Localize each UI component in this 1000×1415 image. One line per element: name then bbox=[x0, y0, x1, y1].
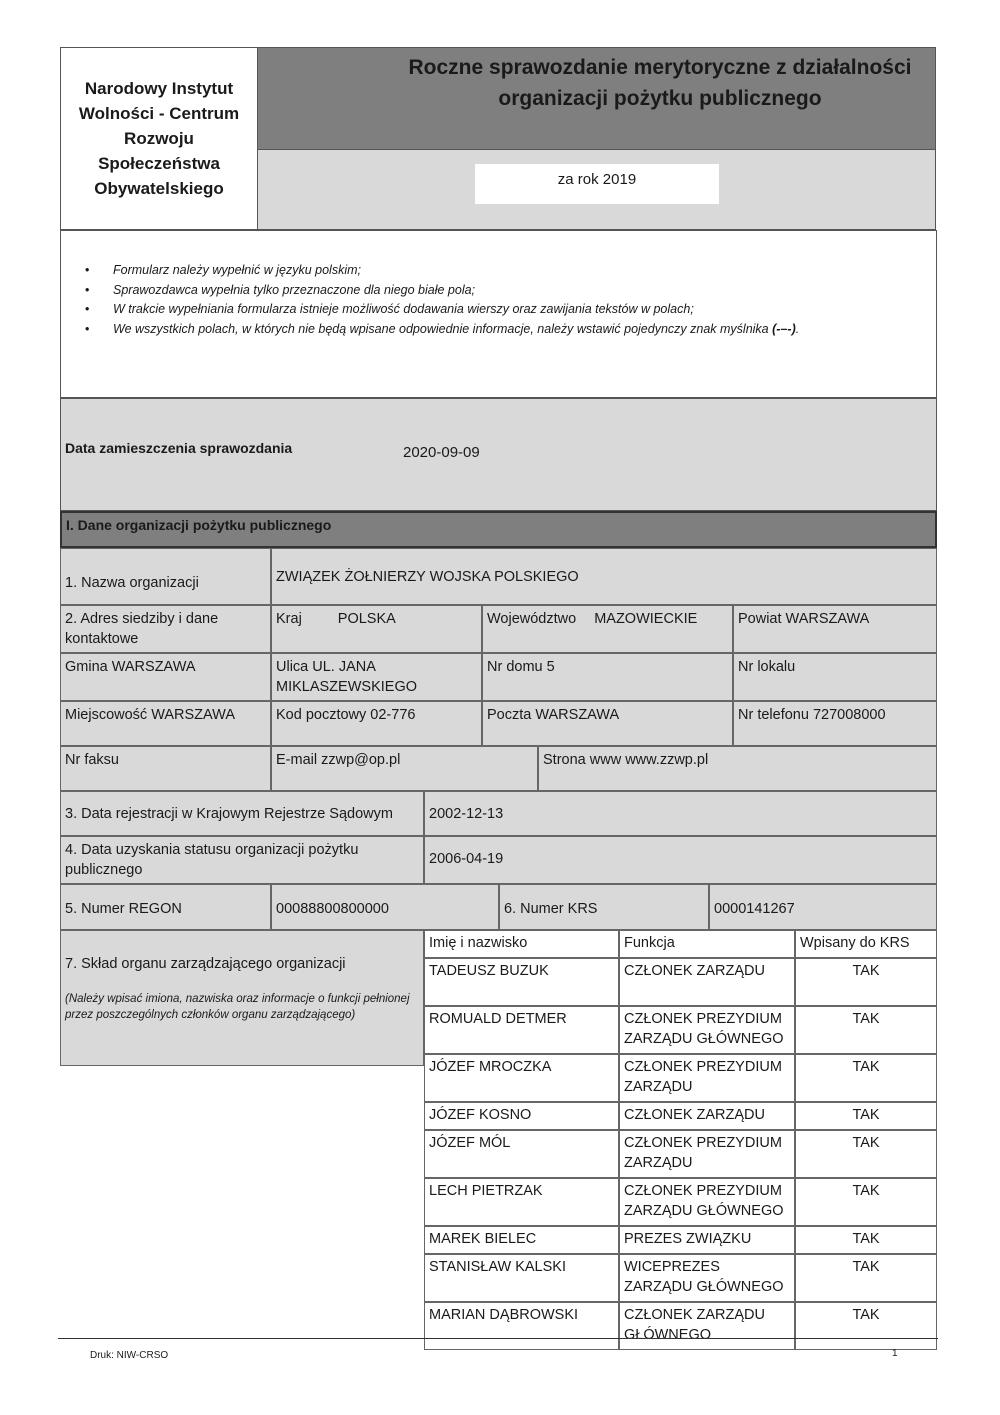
instruction-text: We wszystkich polach, w których nie będą wpisane odpowiednie informacje, należy wstawić pojedynczy znak myślnika bbox=[113, 321, 769, 336]
krs-number-label: 6. Numer KRS bbox=[499, 884, 709, 930]
board-member-function[interactable]: CZŁONEK PREZYDIUM ZARZĄDU bbox=[619, 1054, 795, 1102]
board-member-name[interactable]: MARIAN DĄBROWSKI bbox=[424, 1302, 619, 1350]
board-member-krs[interactable]: TAK bbox=[795, 1130, 937, 1178]
fax-cell[interactable]: Nr faksu bbox=[60, 746, 271, 791]
section-1-header bbox=[60, 511, 937, 548]
country-label: Kraj bbox=[276, 611, 302, 627]
institution-name: Narodowy Instytut Wolności - Centrum Rozwoju Społeczeństwa Obywatelskiego bbox=[78, 79, 240, 198]
street-cell[interactable]: Ulica UL. JANA MIKLASZEWSKIEGO bbox=[271, 653, 482, 701]
page-number: 1 bbox=[892, 1348, 898, 1359]
post-office-cell[interactable]: Poczta WARSZAWA bbox=[482, 701, 733, 746]
org-name-label-text: 1. Nazwa organizacji bbox=[65, 575, 199, 591]
publication-label: Data zamieszczenia sprawozdania bbox=[65, 440, 293, 456]
institution-box bbox=[60, 47, 258, 230]
print-label: Druk: NIW-CRSO bbox=[90, 1350, 169, 1361]
publication-date[interactable]: 2020-09-09 bbox=[403, 444, 480, 461]
instructions-box bbox=[60, 230, 937, 398]
board-member-name[interactable]: JÓZEF MROCZKA bbox=[424, 1054, 619, 1102]
report-title bbox=[380, 52, 940, 114]
krs-number-value[interactable]: 0000141267 bbox=[709, 884, 937, 930]
krs-registration-label: 3. Data rejestracji w Krajowym Rejestrze Sądowym bbox=[60, 791, 424, 836]
email-cell[interactable]: E-mail zzwp@op.pl bbox=[271, 746, 538, 791]
opp-status-date[interactable]: 2006-04-19 bbox=[424, 836, 937, 884]
board-member-krs[interactable]: TAK bbox=[795, 1102, 937, 1130]
house-number-cell[interactable]: Nr domu 5 bbox=[482, 653, 733, 701]
website-cell[interactable]: Strona www www.zzwp.pl bbox=[538, 746, 937, 791]
org-name-label bbox=[60, 548, 271, 605]
board-member-function[interactable]: WICEPREZES ZARZĄDU GŁÓWNEGO bbox=[619, 1254, 795, 1302]
phone-cell[interactable]: Nr telefonu 727008000 bbox=[733, 701, 937, 746]
org-name-value[interactable] bbox=[271, 548, 937, 605]
board-member-function[interactable]: CZŁONEK PREZYDIUM ZARZĄDU GŁÓWNEGO bbox=[619, 1006, 795, 1054]
board-member-function[interactable]: PREZES ZWIĄZKU bbox=[619, 1226, 795, 1254]
instruction-item: • W trakcie wypełniania formularza istnieje możliwość dodawania wierszy oraz zawijania tekstów w polach; bbox=[61, 300, 936, 320]
voivodeship-value: MAZOWIECKIE bbox=[594, 611, 698, 627]
board-member-function[interactable]: CZŁONEK PREZYDIUM ZARZĄDU bbox=[619, 1130, 795, 1178]
regon-value[interactable]: 00088800800000 bbox=[271, 884, 499, 930]
country-cell[interactable] bbox=[271, 605, 482, 653]
board-member-krs[interactable]: TAK bbox=[795, 1178, 937, 1226]
apartment-number-cell[interactable]: Nr lokalu bbox=[733, 653, 937, 701]
instruction-item: • Sprawozdawca wypełnia tylko przeznaczone dla niego białe pola; bbox=[61, 281, 936, 301]
board-member-function[interactable]: CZŁONEK ZARZĄDU bbox=[619, 1102, 795, 1130]
report-title-line1: Roczne sprawozdanie merytoryczne z działalności bbox=[408, 56, 912, 79]
board-member-name[interactable]: MAREK BIELEC bbox=[424, 1226, 619, 1254]
board-member-name[interactable]: ROMUALD DETMER bbox=[424, 1006, 619, 1054]
voivodeship-cell[interactable] bbox=[482, 605, 733, 653]
board-member-function[interactable]: CZŁONEK PREZYDIUM ZARZĄDU GŁÓWNEGO bbox=[619, 1178, 795, 1226]
voivodeship-label: Województwo bbox=[487, 611, 577, 627]
board-label: 7. Skład organu zarządzającego organizacji bbox=[65, 956, 346, 972]
regon-label: 5. Numer REGON bbox=[60, 884, 271, 930]
city-cell[interactable]: Miejscowość WARSZAWA bbox=[60, 701, 271, 746]
board-header-cell: Imię i nazwisko bbox=[424, 930, 619, 958]
board-member-name[interactable]: LECH PIETRZAK bbox=[424, 1178, 619, 1226]
dash-mark: (-–-) bbox=[772, 321, 796, 336]
board-note: (Należy wpisać imiona, nazwiska oraz informacje o funkcji pełnionej przez poszczególnych członków organu zarządzającego) bbox=[65, 993, 410, 1021]
board-member-name[interactable]: STANISŁAW KALSKI bbox=[424, 1254, 619, 1302]
report-title-line2: organizacji pożytku publicznego bbox=[498, 87, 822, 110]
org-name-text: ZWIĄZEK ŻOŁNIERZY WOJSKA POLSKIEGO bbox=[276, 569, 579, 585]
dash-end: . bbox=[795, 321, 800, 336]
opp-status-label: 4. Data uzyskania statusu organizacji pożytku publicznego bbox=[60, 836, 424, 884]
address-label: 2. Adres siedziby i dane kontaktowe bbox=[60, 605, 271, 653]
board-label-box bbox=[60, 930, 424, 1066]
instruction-item bbox=[61, 320, 936, 340]
section-1-title: I. Dane organizacji pożytku publicznego bbox=[66, 517, 332, 533]
instruction-item: • Formularz należy wypełnić w języku polskim; bbox=[61, 261, 936, 281]
board-member-function[interactable]: CZŁONEK ZARZĄDU bbox=[619, 958, 795, 1006]
board-member-name[interactable]: JÓZEF KOSNO bbox=[424, 1102, 619, 1130]
county-cell[interactable]: Powiat WARSZAWA bbox=[733, 605, 937, 653]
board-member-krs[interactable]: TAK bbox=[795, 1226, 937, 1254]
board-member-krs[interactable]: TAK bbox=[795, 1054, 937, 1102]
board-header-cell: Wpisany do KRS bbox=[795, 930, 937, 958]
commune-cell[interactable]: Gmina WARSZAWA bbox=[60, 653, 271, 701]
board-member-function[interactable]: CZŁONEK ZARZĄDU GŁÓWNEGO bbox=[619, 1302, 795, 1350]
board-header-cell: Funkcja bbox=[619, 930, 795, 958]
country-value: POLSKA bbox=[337, 611, 396, 627]
postal-code-cell[interactable]: Kod pocztowy 02-776 bbox=[271, 701, 482, 746]
board-member-krs[interactable]: TAK bbox=[795, 1302, 937, 1350]
board-member-krs[interactable]: TAK bbox=[795, 1254, 937, 1302]
board-member-name[interactable]: JÓZEF MÓL bbox=[424, 1130, 619, 1178]
instructions-list bbox=[61, 261, 936, 339]
board-member-krs[interactable]: TAK bbox=[795, 1006, 937, 1054]
krs-registration-date[interactable]: 2002-12-13 bbox=[424, 791, 937, 836]
board-member-krs[interactable]: TAK bbox=[795, 958, 937, 1006]
report-year-field[interactable] bbox=[475, 164, 719, 204]
report-year: za rok 2019 bbox=[557, 171, 637, 188]
board-member-name[interactable]: TADEUSZ BUZUK bbox=[424, 958, 619, 1006]
footer-rule bbox=[58, 1338, 938, 1339]
